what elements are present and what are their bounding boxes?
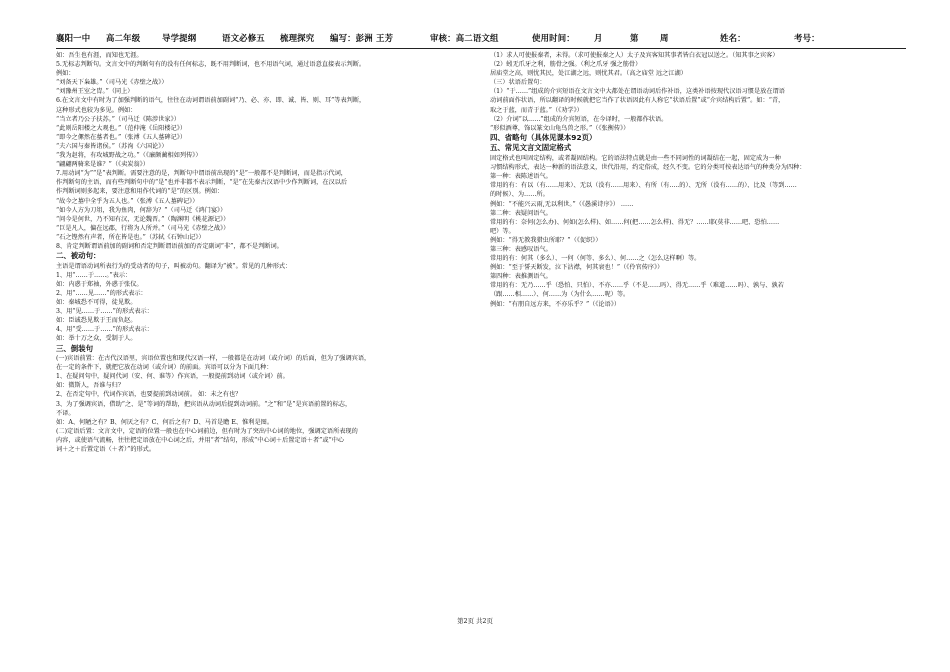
text-line: （跟……相……）、何……为（为什么……呢）等。	[490, 291, 630, 299]
text-line: （2）蚓无爪牙之利，筋骨之强。（利之爪牙 强之筋骨）	[490, 61, 642, 69]
text-line: 例如：“不能兴云雨,无以利世。”（《愚溪诗序》） ……	[490, 200, 634, 208]
text-line: （1）求人可使报秦者，未得。（求可使报秦之人）太子及宾客知其事者皆白衣冠以送之。（知其事之宾客）	[490, 52, 779, 59]
text-line: 如：A、何陋之有？B、何厌之有？C、何后之有？D、马首是瞻 E、惟利是图。	[56, 418, 274, 426]
text-line: 例如：“得无教我猎虫所耶？”（《促织》）	[490, 236, 602, 244]
text-line: 4、用“受……于……”的形式表示：	[56, 326, 153, 334]
text-line: 如：内惑于郑袖，外惑于张仪。	[56, 280, 143, 288]
text-line: 动词前面作状语，所以翻译的时候就把它当作了状语因此有人称它“状语后置”或“介宾结构后置”。如：“青，	[490, 97, 785, 105]
text-line: 如：秦城恐不可得，徒见欺。	[56, 299, 137, 307]
text-line: 的时候）、为……所。	[490, 191, 549, 199]
author-label: 编写：彭洲 王芳	[330, 33, 394, 43]
text-line: 例如：	[56, 70, 75, 78]
text-line: 2、在否定句中，代词作宾语，也要提前到动词前。 如：未之有也？	[56, 391, 242, 399]
text-line: (二)定语后置：文言文中，定语的位置一般也在中心词前边，但有时为了突出中心词的地位，强调定语所表现的	[56, 427, 358, 435]
text-line: 作判断句的主语，而有些判断句中的“是”也并非都不表示判断，“是”在先秦古汉语中少作判断词，在汉以后	[56, 179, 348, 187]
section-heading: 四、省略句（具体见课本92页）	[490, 132, 597, 142]
page-footer: 第2页 共2页	[457, 617, 493, 625]
text-line: （三）状语后置句：	[490, 79, 546, 87]
text-line: “翩翩两骑来是谁？”（《卖炭翁》）	[56, 161, 149, 169]
text-line: “石之铿然有声者，所在皆是也。”（苏轼《石钟山记》）	[56, 233, 205, 241]
text-line: 常用的有：有以（有……用来）、无以（没有……用来）、有所（有.....的）、无所（没有……的）、比及（等到……	[490, 182, 797, 190]
topic-label: 梳理探究	[280, 33, 315, 43]
week-label-1: 第	[630, 33, 639, 43]
text-line: 如：吾生也有涯，而知也无涯。	[56, 52, 143, 59]
text-line: 第四种：表推测语气。	[490, 273, 552, 281]
school-name: 襄阳一中	[56, 33, 91, 43]
text-line: “刘豫州王室之胄。”（同上）	[56, 88, 134, 96]
text-line: (一)宾语前置：在古代汉语里，宾语位置也和现代汉语一样，一般都是在动词（或介词）的后面，但为了强调宾语，	[56, 355, 371, 363]
text-line: （2）介词“以……”组成的介宾短语，在今译时，一般都作状语。	[490, 115, 668, 123]
page-header	[56, 32, 902, 46]
text-line: “即今之傫然在墓者也。”（张溥《五人墓碑记》）	[56, 133, 187, 141]
text-line: 常用的有：何其（多么）、一何（何等、多么）、何……之（怎么这样啊）等。	[490, 255, 701, 263]
text-line: 固定格式也叫固定结构，或者凝固结构。它的语法特点就是由一些不同词性的词凝结在一起，固定成为一种	[490, 155, 781, 163]
text-line: “巨是凡人，偏在远郡，行将为人所并。”（司马光《赤壁之战》）	[56, 224, 230, 232]
text-line: 如：举十万之众，受制于人。	[56, 335, 137, 343]
text-line: 主语是谓语动词所表行为的受动者的句子，叫被动句。翻译为“被”。常见的几种形式：	[56, 262, 292, 270]
text-line: “问今是何世，乃不知有汉，无论魏晋。”（陶渊明《桃花源记》）	[56, 215, 230, 223]
time-label: 使用时间：	[532, 33, 575, 43]
text-line: 5.无标志判断句。文言文中的判断句有的没有任何标志，既不用判断词，也不用语气词，通过语意直接表示判断。	[56, 61, 366, 69]
text-line: “此则岳阳楼之大观也。”（范仲淹《岳阳楼记》）	[56, 124, 187, 132]
text-line: “夫六国与秦皆诸侯。”（苏洵《六国论》）	[56, 142, 168, 150]
text-line: 1、用“……于……。”表示：	[56, 271, 132, 279]
text-line: 2、用“……见……”的形式表示：	[56, 289, 147, 297]
text-line: 居庙堂之高，则忧其民，处江湖之远，则忧其君。（高之庙堂 远之江湖）	[490, 70, 687, 78]
text-line: 在一定的条件下，就把它放在动词（或介词）的前面。宾语可以分为下面几种：	[56, 364, 273, 372]
text-line: “形似酒尊，饰以篆文山龟鸟兽之形。”（《张衡传》）	[490, 124, 630, 132]
text-line: “刘备天下枭雄。”（司马光《赤壁之战》）	[56, 79, 168, 87]
text-line: 第一种：表陈述语气。	[490, 173, 552, 181]
text-line: 吧）等。	[490, 227, 515, 235]
text-line: 词＋之＋后置定语（＋者）”的形式。	[56, 446, 156, 454]
week-label-2: 周	[660, 33, 669, 43]
text-line: 8、肯定判断谓语前加的副词和否定判断谓语前加的否定副词“非”，都不是判断词。	[56, 242, 283, 250]
text-line: 习惯结构形式，表达一种新的语法意义，世代沿用，约定俗成，经久不变。它的分类可按表达语气的种类分为四种：	[490, 164, 806, 172]
text-line: 第三种：表感叹语气。	[490, 245, 552, 253]
text-line: “当立者乃公子扶苏。”（司马迁《陈涉世家》）	[56, 115, 180, 123]
text-line: “如今人方为刀俎，我为鱼肉，何辞为？”（司马迁《鸿门宴》）	[56, 206, 227, 214]
doc-type-label: 导学提纲	[162, 33, 197, 43]
text-line: 第二种：表疑问语气。	[490, 209, 552, 217]
text-line: 这种形式也较为多见。例如：	[56, 106, 137, 114]
month-label: 月	[594, 33, 603, 43]
text-line: 如：臣诚恐见欺于王而负赵。	[56, 317, 137, 325]
text-line: 取之于蓝，而青于蓝。”（《劝学》）	[490, 106, 583, 114]
number-label: 考号：	[794, 33, 820, 43]
text-line: 如：微斯人，吾谁与归？	[56, 382, 125, 390]
grade-label: 高二年级	[106, 33, 141, 43]
section-heading: 三、倒装句	[56, 343, 93, 353]
text-line: 常用的有：奈何(怎么办)、何如(怎么样)、如……何(把……怎么样)、得无？……耶(莫非……吧、恐怕……	[490, 218, 780, 226]
subject-label: 语文必修五	[222, 33, 265, 43]
right-column	[490, 51, 908, 309]
text-line: 3、用“见……于……”的形式表示：	[56, 308, 153, 316]
section-heading: 二、被动句：	[56, 251, 101, 261]
text-line: “我为赵将，有攻城野战之功。”（《廉颇蔺相如列传》）	[56, 152, 202, 160]
section-heading: 五、常见文言文固定格式	[490, 143, 572, 153]
text-line: 例如：“至于誓天断发，泣下沾襟，何其衰也！”（《伶官传序》）	[490, 264, 664, 272]
left-column	[56, 51, 468, 454]
text-line: 不译。	[56, 409, 75, 417]
text-line: 例如：“有朋自远方来，不亦乐乎？”（《论语》）	[490, 300, 621, 308]
text-line: （1）“于……”组成的介宾短语在文言文中大都处在谓语动词后作补语，这类补语按现代汉语习惯是放在谓语	[490, 88, 785, 96]
text-line: 作判断词则多起来，要注意和用作代词的“是”的区别。例如：	[56, 188, 224, 196]
text-line: 7.用动词“为”“是”表判断。需要注意的是，判断句中谓语前出现的“是”一般都不是判断词，而是指示代词，	[56, 170, 347, 178]
reviewer-label: 审核：高二语文组	[430, 33, 499, 43]
text-line: 6.在文言文中有时为了加强判断的语气，往往在动词谓语前加副词“乃、必、亦、即、诚、皆、则、耳”等表判断，	[56, 97, 366, 105]
text-line: 3、为了强调宾语，借助“之、是”等词的帮助，把宾语从动词后提到动词前。“之”和“是”是宾语前置的标志，	[56, 400, 352, 408]
text-line: 内容，或使语气流畅，往往把定语放在中心词之后，并用“者”结句，形成“中心词＋后置定语＋者”或“中心	[56, 436, 345, 444]
text-line: 1、在疑问句中，疑问代词（安、何、谁等）作宾语，一般提前到动词（或介词）前。	[56, 373, 289, 381]
header-rule	[56, 48, 906, 49]
name-label: 姓名：	[720, 33, 746, 43]
text-line: “故今之墓中全乎为五人也。”（张溥《五人墓碑记》）	[56, 197, 199, 205]
text-line: 常用的有：无乃……乎（恐怕、只怕）、不亦……乎（不是……吗）、得无……乎（难道……吗）、孰与、孰若	[490, 282, 784, 290]
